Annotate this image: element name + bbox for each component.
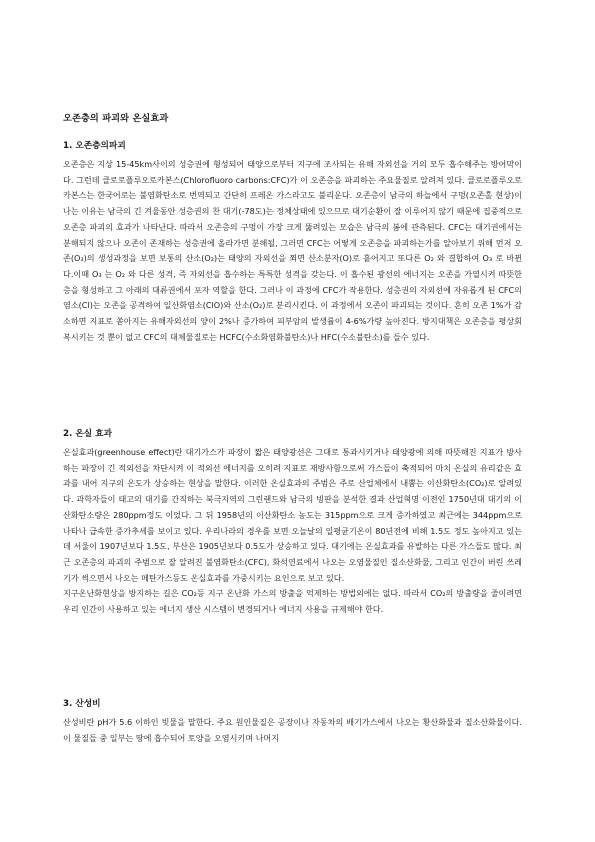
section-heading: 3. 산성비 (63, 699, 101, 709)
section-paragraph: 지구온난화현상을 방지하는 길은 CO₂등 지구 온난화 가스의 방출을 억제하는 방법외에는 없다. 따라서 CO₂의 방출량을 줄이려면 우리 인간이 사용하고 있는 에너지 생산 시스템이 변경되거나 에너지 사용을 규제해야 한다. (63, 588, 522, 615)
document-title: 오존층의 파괴와 온실효과 (63, 113, 169, 124)
section-ozone-depletion (63, 138, 522, 345)
section-paragraph: 오존층은 지상 15-45km사이의 성층권에 형성되어 태양으로부터 지구에 조사되는 유해 자외선을 거의 모두 흡수해주는 방어막이다. 그런데 클로로플루오로카본스(Chlorofluoro carbons:CFC)가 이 오존층을 파괴하는 주요물질로 알려져 있다. 클로로플루오로카본스는 한국어로는 불염화탄소로 번역되고 간단히 프레온 가스라고도 불리운다. 오존층이 남극의 하늘에서 구멍(오존홀 현상)이 나는 이유는 남극의 긴 겨울동안 성층권의 찬 대기(-78도)는 정체상태에 있으므로 대기순환이 잘 이루어지 않기 때문에 집중적으로 오존층 파괴의 효과가 나타난다. 따라서 오존층의 구멍이 가장 크게 뚫려있는 모습은 남극의 봄에 관측된다. CFC는 대기권에서는 분해되지 않으나 오존이 존재하는 성층권에 올라가면 분해될, 그러면 CFC는 어떻게 오존층을 파괴하는가를 알아보기 위해 먼저 오존(O₃)의 생성과정을 보면 보통의 산소(O₂)는 태양의 자외선을 쬐면 산소분자(O)로 흩어지고 또다른 O₂ 와 결합하여 O₃ 로 바뀐다.이때 O₃ 는 O₂ 와 다른 성격, 즉 자외선을 흡수하는 특특한 성격을 갖는다. 이 흡수된 광선의 에너지는 오존을 가열시켜 따뜻한 층을 형성하고 그 아래의 대류권에서 포자 역할을 한다. 그러나 이 과정에 CFC가 작용한다. 성층권의 자외선에 자유롭게 된 CFC의 염소(Cl)는 오존을 공격하여 일산화염소(ClO)와 산소(O₂)로 분리시킨다. 이 과정에서 오존이 파괴되는 것이다. 흔히 오존 1%가 감소하면 지표로 쏟아지는 유해자외선의 양이 2%나 증가하여 피부암의 발생률이 4-6%가량 높아진다. 방지대책은 오존층을 평상회복시키는 것 뿐이 없고 CFC의 대체물질로는 HCFC(수소화염화불탄소)나 HFC(수소불탄소)를 들수 있다. (63, 159, 522, 342)
section-acid-rain (63, 696, 522, 746)
section-heading: 2. 온실 효과 (63, 429, 112, 439)
section-paragraph: 산성비란 pH가 5.6 이하인 빗물을 말한다. 주요 원인물질은 공장이나 자동차의 배기가스에서 나오는 황산화물과 질소산화물이다. 이 물질들 중 일부는 땅에 흡수되어 토양을 오염시키며 나머지 (63, 717, 522, 743)
section-greenhouse-effect (63, 426, 522, 618)
section-heading: 1. 오존층의파괴 (63, 141, 126, 151)
section-paragraph: 온실효과(greenhouse effect)란 대기가스가 파장이 짧은 태양광선은 그대로 통과시키거나 태양광에 의해 따뜻해진 지표가 방사하는 파장이 긴 적외선을 차단시켜 이 적외선 에너지를 오히려 지표로 재방사함으로써 가스들이 축적되어 마치 온실의 유리같은 효과를 내어 지구의 온도가 상승하는 현상을 말한다. 이러한 온실효과의 주범은 주로 산업체에서 내뿜는 이산화탄소(CO₂)로 알려있다. 과학자들이 태고의 대기를 간직하는 북극지역의 그린랜드와 남극의 빙판을 분석한 결과 산업혁명 이전인 1750년대 대기의 이산화탄소량은 280ppm정도 이었다. 그 뒤 1958년의 이산화탄소 농도는 315ppm으로 크게 증가하였고 최근에는 344ppm으로 나타나 급속한 증가추세를 보이고 있다. 우리나라의 경우를 보면 오늘날의 일평균기온이 80년전에 비해 1.5도 정도 높아지고 있는데 서울이 1907년보다 1.5도, 부산은 1905년보다 0.5도가 상승하고 있다. 대기에는 온실효과를 유발하는 다른 가스들도 많다. 최근 오존층의 파괴의 주범으로 잘 알려진 불염화탄소(CFC), 화석연료에서 나오는 오염물질인 질소산화물, 그리고 인간이 버린 쓰레기가 썩으면서 나오는 메탄가스등도 온실효과를 가중시키는 요인으로 보고 있다. (63, 447, 522, 583)
